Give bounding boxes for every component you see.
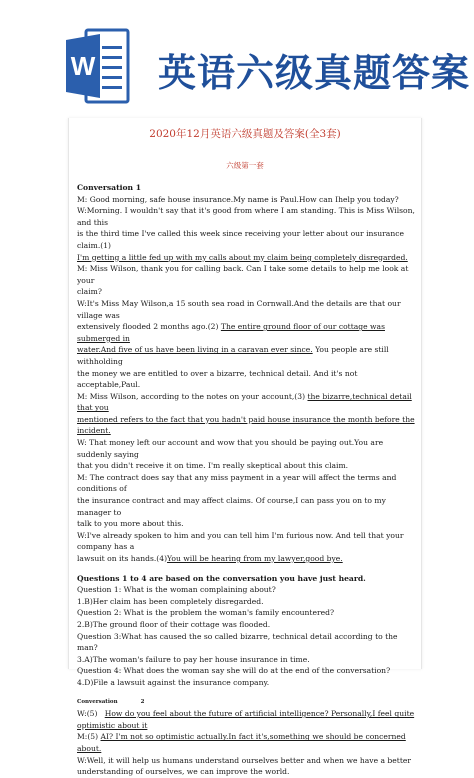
text-line: is the third time I've called this week since receiving your letter about our insurance claim.(1) bbox=[77, 229, 404, 250]
underlined-line: mentioned refers to the fact that you hadn't paid house insurance the month before the bbox=[77, 414, 415, 424]
question-line: Question 1: What is the woman complaining about? bbox=[77, 585, 276, 595]
underlined-span: The entire ground floor of our cottage was submerged in bbox=[77, 322, 385, 343]
underlined-span: How do you feel about the future of artificial intelligence? Personally,I feel quite bbox=[104, 709, 415, 719]
text-line bbox=[77, 344, 415, 367]
document-title: 2020年12月英语六级真题及答案(全3套) bbox=[149, 128, 341, 140]
text-line: M: Miss Wilson, thank you for calling back. Can I take some details to help me look at your bbox=[77, 264, 409, 285]
underlined-line: I'm getting a little fed up with my calls about my claim being completely disregarded. bbox=[77, 252, 408, 262]
word-document-icon bbox=[66, 28, 130, 104]
heading-text: Conversation bbox=[77, 698, 118, 705]
underlined-line: incident. bbox=[77, 426, 111, 436]
answer-line: 1.B)Her claim has been completely disregarded. bbox=[77, 596, 264, 606]
underlined-span: You will be hearing from my lawyer,good bye. bbox=[167, 554, 343, 563]
text-line bbox=[77, 553, 415, 565]
question-line: Question 2: What is the problem the woman's family encountered? bbox=[77, 608, 335, 618]
text-span: W:(5) bbox=[77, 709, 98, 719]
text-span: M:(5) bbox=[77, 732, 99, 742]
questions-heading: Questions 1 to 4 are based on the conversation you have just heard. bbox=[77, 573, 366, 583]
text-line bbox=[77, 321, 415, 344]
text-line: M: Good morning, safe house insurance.My name is Paul.How can Ihelp you today? bbox=[77, 194, 399, 204]
text-line: W:It's Miss May Wilson,a 15 south sea road in Cornwall.And the details are that our village was bbox=[77, 298, 401, 320]
document-body bbox=[77, 182, 415, 778]
document-page bbox=[68, 118, 422, 777]
question-line: Question 4: What does the woman say she will do at the end of the conversation? bbox=[77, 666, 391, 676]
underlined-span: water.And five of us have been living in a caravan ever since. bbox=[77, 345, 313, 355]
text-line: claim? bbox=[77, 287, 102, 297]
answer-line: 3.A)The woman's failure to pay her house insurance in time. bbox=[77, 654, 310, 664]
text-span: You people are still withholding bbox=[77, 345, 389, 366]
banner-title: 英语六级真题答案 bbox=[158, 51, 471, 95]
document-subtitle: 六级第一套 bbox=[226, 161, 264, 170]
text-line bbox=[77, 731, 415, 754]
text-line: that you didn't receive it on time. I'm really skeptical about this claim. bbox=[77, 461, 349, 471]
text-line: W:I've already spoken to him and you can tell him I'm furious now. And tell that your company has a bbox=[77, 530, 404, 552]
banner bbox=[0, 0, 474, 118]
text-span: lawsuit on its hands.(4) bbox=[77, 554, 168, 563]
text-line: the insurance contract and may affect claims. Of course,I can pass you on to my manager to bbox=[77, 496, 386, 517]
spacer bbox=[77, 565, 415, 573]
answer-line: 4.D)File a lawsuit against the insurance company. bbox=[77, 677, 270, 687]
text-line: talk to you more about this. bbox=[77, 519, 184, 529]
text-line: the money we are entitled to over a bizarre, technical detail. And it's not acceptable,Paul. bbox=[77, 368, 358, 390]
text-span: M: Miss Wilson, according to the notes on your account,(3) bbox=[77, 391, 306, 401]
underlined-line: optimistic about it bbox=[77, 720, 148, 730]
text-line bbox=[77, 391, 415, 414]
answer-line: 2.B)The ground floor of their cottage was flooded. bbox=[77, 619, 271, 629]
text-line: W: That money left our account and wow that you should be paying out.You are suddenly saying bbox=[77, 438, 384, 459]
text-line bbox=[77, 708, 415, 720]
heading-number: 2 bbox=[140, 698, 145, 705]
text-line: understanding of ourselves, we can improve the world. bbox=[77, 767, 290, 777]
svg-text:W: W bbox=[70, 51, 96, 81]
underlined-span: AI? I'm not so optimistic actually.In fact it's,something we should be concerned about. bbox=[77, 732, 406, 753]
conversation-2-heading bbox=[77, 697, 415, 709]
text-span: extensively flooded 2 months ago.(2) bbox=[77, 322, 219, 332]
underlined-span: the bizarre,technical detail that you bbox=[77, 391, 412, 413]
conversation-1-heading: Conversation 1 bbox=[77, 183, 141, 192]
text-line: M: The contract does say that any miss payment in a year will affect the terms and conditions of bbox=[77, 472, 397, 494]
text-line: W:Well, it will help us humans understand ourselves better and when we have a better bbox=[77, 755, 412, 765]
spacer bbox=[77, 689, 415, 697]
question-line: Question 3:What has caused the so called bizarre, technical detail according to the man? bbox=[77, 631, 398, 653]
text-line: W:Morning. I wouldn't say that it's good from where I am standing. This is Miss Wilson, and this bbox=[77, 206, 415, 227]
